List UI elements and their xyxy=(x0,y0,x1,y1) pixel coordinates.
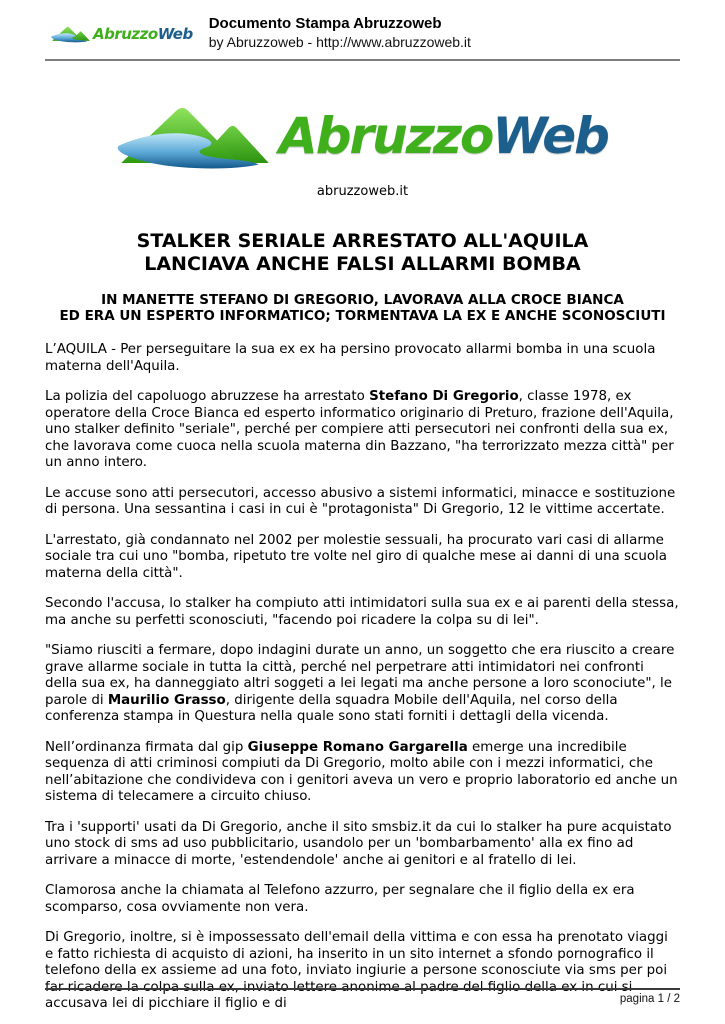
footer-divider xyxy=(45,988,680,990)
brand-name-abruzzo: Abruzzo xyxy=(279,107,493,165)
document-subtitle: by Abruzzoweb - http://www.abruzzoweb.it xyxy=(208,34,471,50)
page-number: pagina 1 / 2 xyxy=(619,993,680,1005)
article-paragraph: Tra i 'supporti' usati da Di Gregorio, anche il sito smsbiz.it da cui lo stalker ha pure acquistato uno stock di sms ad uso pubblicitario, usandolo per un 'bombarbamento' alla ex fino ad arrivare a minacce di morte, 'estendendole' anche ai genitori e al fratello di lei. xyxy=(45,819,672,868)
brand-name xyxy=(279,107,608,165)
document-title: Documento Stampa Abruzzoweb xyxy=(208,15,442,32)
brand-name-web: Web xyxy=(157,24,193,43)
article-paragraph: "Siamo riusciti a fermare, dopo indagini durate un anno, un soggetto che era riuscito a creare grave allarme sociale in tutta la città, perché nel perpetrare atti intimidatori nei confronti della sua ex, ha danneggiato altri soggeti a lei legati ma anche persone a loro sconociute", le parole di Maurilio Grasso, dirigente della squadra Mobile dell'Aquila, nel corso della conferenza stampa in Questura nella quale sono stati forniti i dettagli della vicenda. xyxy=(45,643,675,724)
headline-line: STALKER SERIALE ARRESTATO ALL'AQUILA xyxy=(136,230,589,252)
abruzzoweb-logo-large xyxy=(45,97,680,175)
article-paragraph: Secondo l'accusa, lo stalker ha compiuto atti intimidatori sulla sua ex e ai parenti della stessa, ma anche su perfetti sconosciuti, "facendo poi ricadere la colpa su di lei". xyxy=(45,596,679,628)
site-label: abruzzoweb.it xyxy=(316,184,409,199)
article-paragraph: Di Gregorio, inoltre, si è impossessato dell'email della vittima e con essa ha prenotato viaggi e fatto richiesta di acquisto di azioni, ha inserito in un sito internet a sfondo pornografico il telefono della ex assieme ad una foto, inviato ingiurie a persone sconosciute via sms per poi far ricadere la colpa sulla ex, inviato lettere anonime al padre del figlio della ex in cui si accusava lei di picchiare il figlio e di xyxy=(45,930,668,1011)
mountains-river-icon xyxy=(51,21,91,47)
headline-line: LANCIAVA ANCHE FALSI ALLARMI BOMBA xyxy=(144,253,581,275)
article-paragraph: La polizia del capoluogo abruzzese ha arrestato Stefano Di Gregorio, classe 1978, ex operatore della Croce Bianca ed esperto informatico originario di Preturo, frazione dell'Aquila, uno stalker definito "seriale", perché per compiere atti persecutori nei confronti della sua ex, che lavorava come cuoca nella scuola materna din Bazzano, "ha terrorizzato mezza città" per un anno intero. xyxy=(45,389,674,470)
article-headline xyxy=(45,230,680,276)
subheadline-line: IN MANETTE STEFANO DI GREGORIO, LAVORAVA ALLA CROCE BIANCA xyxy=(101,292,624,308)
article-paragraph: Le accuse sono atti persecutori, accesso abusivo a sistemi informatici, minacce e sostituzione di persona. Una sessantina i casi in cui è "protagonista" Di Gregorio, 12 le vittime accertate. xyxy=(45,485,676,517)
brand-name xyxy=(93,25,193,43)
article-subheadline xyxy=(45,293,680,324)
article-paragraph: Clamorosa anche la chiamata al Telefono azzurro, per segnalare che il figlio della ex era scomparso, cosa ovviamente non vera. xyxy=(45,883,635,915)
article-paragraph: L'arrestato, già condannato nel 2002 per molestie sessuali, ha procurato vari casi di allarme sociale tra cui uno "bomba, ripetuto tre volte nel giro di qualche mese ai danni di una scuola materna della città". xyxy=(45,532,667,581)
article-paragraph: Nell’ordinanza firmata dal gip Giuseppe Romano Gargarella emerge una incredibile sequenza di atti criminosi compiuti da Di Gregorio, molto abile con i mezzi informatici, che nell’abitazione che condivideva con i genitori aveva un vero e proprio laboratorio ed anche un sistema di telecamere a circuito chiuso. xyxy=(45,739,678,804)
subheadline-line: ED ERA UN ESPERTO INFORMATICO; TORMENTAVA LA EX E ANCHE SCONOSCIUTI xyxy=(59,307,666,324)
brand-name-abruzzo: Abruzzo xyxy=(93,24,158,43)
mountains-river-icon xyxy=(117,97,273,175)
print-header-titles xyxy=(209,14,471,51)
print-header xyxy=(45,14,680,51)
article-body xyxy=(45,342,680,1013)
brand-name-web: Web xyxy=(492,107,608,165)
header-divider xyxy=(45,59,680,61)
abruzzoweb-logo-small xyxy=(51,21,193,47)
article-paragraph: L’AQUILA - Per perseguitare la sua ex ex ha persino provocato allarmi bomba in una scuola materna dell'Aquila. xyxy=(45,342,656,374)
